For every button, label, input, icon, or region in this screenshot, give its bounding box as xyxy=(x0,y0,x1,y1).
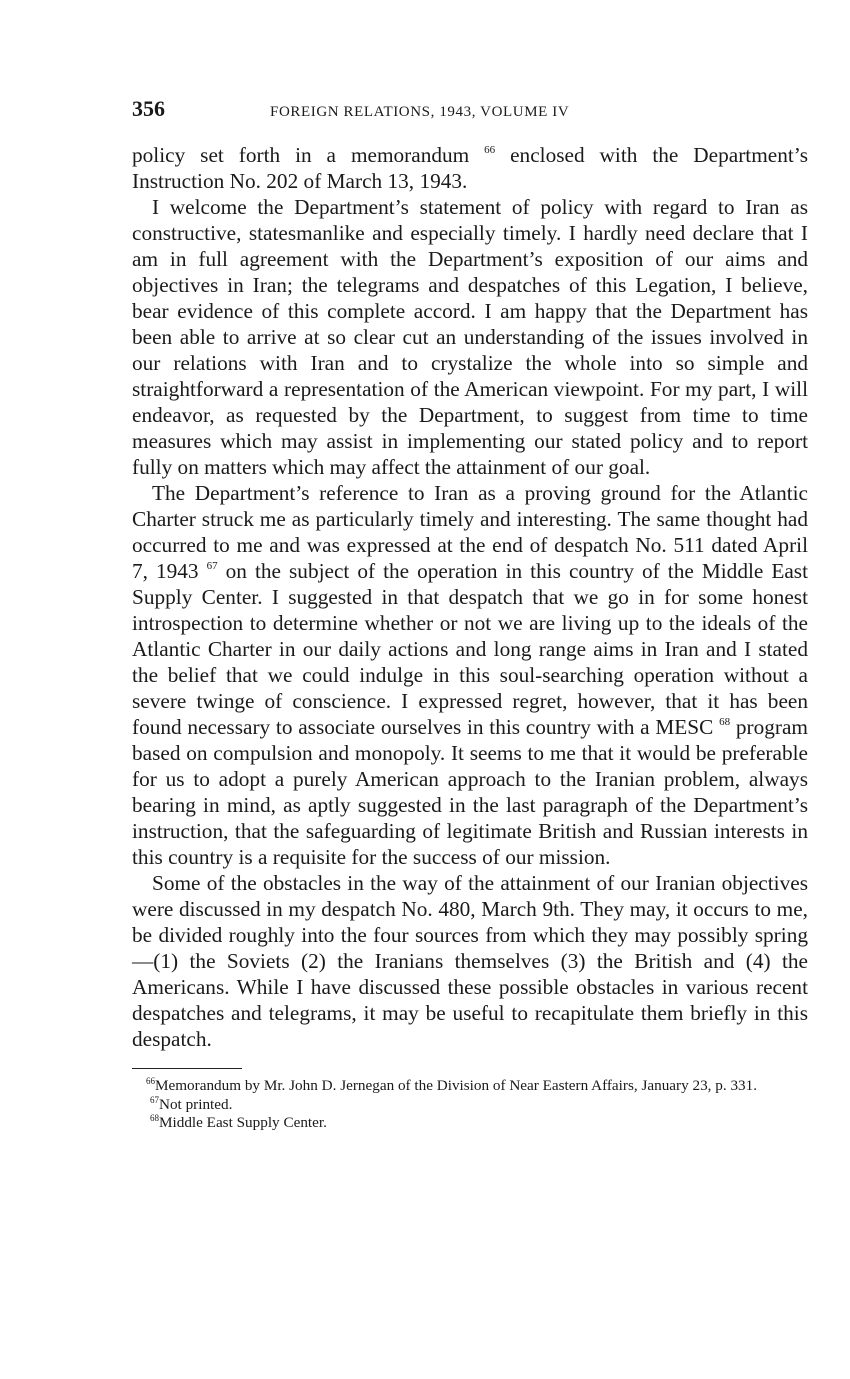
paragraph-2: I welcome the Department’s statement of policy with regard to Iran as constructive, statesmanlike and especially timely. I hardly need declare that I am in full agreement with the Department’s exposition of our aims and objectives in Iran; the telegrams and despatches of this Legation, I believe, bear evidence of this complete accord. I am happy that the Department has been able to arrive at so clear cut an understanding of the issues involved in our relations with Iran and to crystalize the whole into so simple and straightforward a representation of the American viewpoint. For my part, I will endeavor, as requested by the Department, to suggest from time to time measures which may assist in implementing our stated policy and to report fully on matters which may affect the attainment of our goal. xyxy=(132,195,808,479)
paragraph-4: Some of the obstacles in the way of the attainment of our Iranian objectives were discussed in my despatch No. 480, March 9th. They may, it occurs to me, be divided roughly into the four sources from which they may possibly spring—(1) the Soviets (2) the Iranians themselves (3) the British and (4) the Americans. While I have discussed these possible obstacles in various recent despatches and telegrams, it may be useful to recapitulate them briefly in this despatch. xyxy=(132,871,808,1051)
paragraph-1-text-a: policy set forth in a memorandum xyxy=(132,143,470,167)
footnote-ref-66: 66 xyxy=(484,144,496,156)
footnote-67 xyxy=(132,1096,808,1115)
footnote-ref-67: 67 xyxy=(206,560,218,572)
footnote-67-text: Not printed. xyxy=(159,1095,233,1113)
footnote-divider xyxy=(132,1068,242,1069)
paragraph-3-text-b: on the subject of the operation in this country of the Middle East Supply Center. I suggested in that despatch that we go in for some honest introspection to determine whether or not we are living up to the ideals of the Atlantic Charter in our daily actions and long range aims in Iran and I stated the belief that we could indulge in this soul-searching operation without a severe twinge of conscience. I expressed regret, however, that it has been found necessary to associate ourselves in this country with a MESC xyxy=(132,559,809,739)
paragraph-3 xyxy=(132,480,808,870)
footnote-mark-68: 68 xyxy=(150,1113,159,1123)
paragraph-1 xyxy=(132,142,808,194)
page-header xyxy=(132,96,808,126)
footnote-mark-67: 67 xyxy=(150,1094,159,1105)
footnotes xyxy=(132,1077,808,1133)
running-title: FOREIGN RELATIONS, 1943, VOLUME IV xyxy=(270,104,570,120)
paragraph-1-text-b: enclosed with the Department’s Instruction No. 202 of March 13, 1943. xyxy=(132,143,809,193)
document-page xyxy=(132,96,808,1133)
footnote-68 xyxy=(132,1114,808,1133)
footnote-ref-68: 68 xyxy=(719,716,731,728)
footnote-mark-66: 66 xyxy=(146,1076,155,1086)
footnote-66-text: Memorandum by Mr. John D. Jernegan of the Division of Near Eastern Affairs, January 23, p. 331. xyxy=(155,1077,758,1094)
paragraph-3-text-a: The Department’s reference to Iran as a proving ground for the Atlantic Charter struck me as particularly timely and interesting. The same thought had occurred to me and was expressed at the end of despatch No. 511 dated April 7, 1943 xyxy=(132,481,808,583)
footnote-68-text: Middle East Supply Center. xyxy=(159,1114,327,1131)
body-text xyxy=(132,142,808,1052)
paragraph-3-text-c: program based on compulsion and monopoly. It seems to me that it would be preferable for us to adopt a purely American approach to the Iranian problem, always bearing in mind, as aptly suggested in the last paragraph of the Department’s instruction, that the safeguarding of legitimate British and Russian interests in this country is a requisite for the success of our mission. xyxy=(132,715,808,869)
page-number: 356 xyxy=(132,96,165,121)
footnote-66 xyxy=(132,1077,808,1096)
